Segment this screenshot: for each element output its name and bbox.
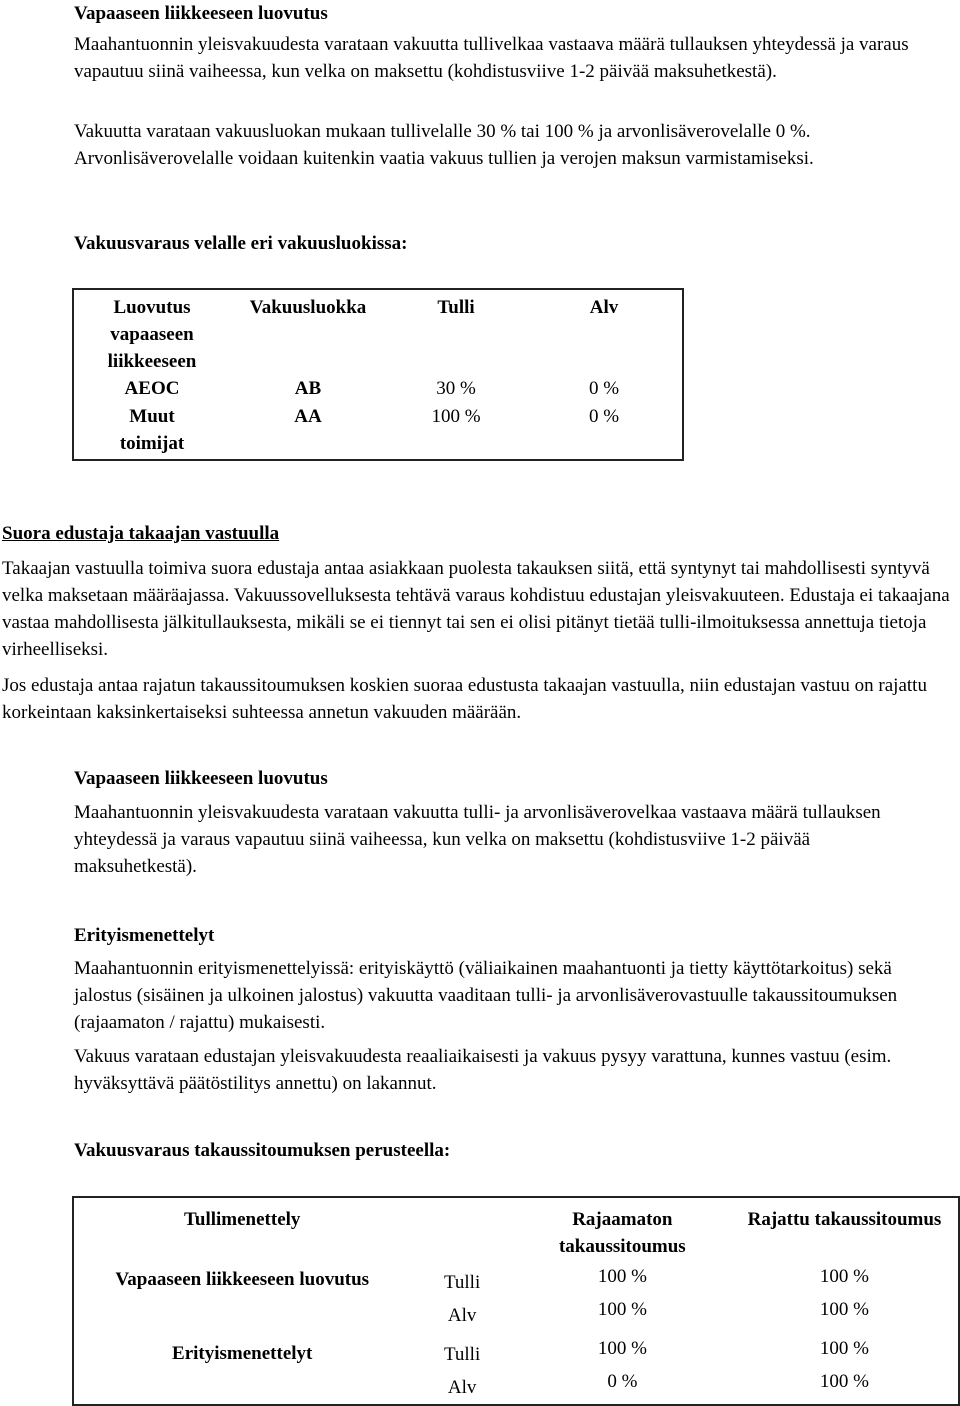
- table-cell: Erityismenettelyt: [172, 1343, 313, 1364]
- table-cell: 100 %: [819, 1338, 869, 1359]
- table-cell: Tulli: [443, 1272, 481, 1293]
- section-heading: Vapaaseen liikkeeseen luovutus: [74, 3, 328, 24]
- table-header: Tulli: [437, 297, 475, 318]
- table-cell: 100 %: [597, 1299, 647, 1320]
- table-row: [73, 403, 683, 460]
- table-cell: 0 %: [607, 1371, 638, 1392]
- table-cell: Muut toimijat: [119, 406, 185, 454]
- table-cell: Vapaaseen liikkeeseen luovutus: [115, 1269, 370, 1290]
- table-header: Vakuusluokka: [249, 297, 367, 318]
- table-cell: Alv: [447, 1305, 477, 1326]
- table-cell: 0 %: [588, 378, 620, 399]
- paragraph: Jos edustaja antaa rajatun takaussitoumuksen koskien suoraa edustusta takaajan vastuulla, niin edustajan vastuu on rajattu korkeintaan kaksinkertaiseksi suhteessa annetun vakuuden määrään.: [2, 675, 927, 723]
- table-title: Vakuusvaraus velalle eri vakuusluokissa:: [74, 233, 408, 254]
- table-cell: 100 %: [597, 1338, 647, 1359]
- table-header: Rajattu takaussitoumus: [747, 1209, 942, 1230]
- table-cell: AB: [294, 378, 322, 399]
- table-header: Luovutus vapaaseen liikkeeseen: [107, 297, 197, 372]
- table-cell: Alv: [447, 1377, 477, 1398]
- section-heading: Erityismenettelyt: [74, 925, 215, 946]
- table-cell: 0 %: [588, 406, 620, 427]
- security-class-table: [72, 288, 684, 461]
- paragraph: Takaajan vastuulla toimiva suora edustaja antaa asiakkaan puolesta takauksen siitä, että syntynyt tai mahdollisesti syntyvä velka maksetaan määräajassa. Vakuussovelluksesta tehtävä varaus kohdistuu edustajan yleisvakuuteen. Edustaja ei takaajana vastaa mahdollisesta jälkitullauksesta, mikäli se ei tiennyt tai sen ei olisi pitänyt tietää tulli-ilmoituksessa annettuja tietoja virheelliseksi.: [2, 558, 950, 660]
- table-header: Tullimenettely: [183, 1209, 301, 1230]
- table-cell: 100 %: [431, 406, 481, 427]
- section-heading: Vapaaseen liikkeeseen luovutus: [74, 768, 328, 789]
- table-title: Vakuusvaraus takaussitoumuksen perusteella:: [74, 1140, 451, 1161]
- section-heading: Suora edustaja takaajan vastuulla: [2, 523, 280, 544]
- paragraph: Maahantuonnin erityismenettelyissä: erityiskäyttö (väliaikainen maahantuonti ja tietty käyttötarkoitus) sekä jalostus (sisäinen ja ulkoinen jalostus) vakuutta vaaditaan tulli- ja arvonlisäverovastuulle takaussitoumuksen (rajaamaton / rajattu) mukaisesti.: [74, 958, 898, 1033]
- table-cell: 100 %: [819, 1299, 869, 1320]
- table-cell: 100 %: [819, 1371, 869, 1392]
- table-row: [73, 375, 683, 403]
- table-row: [73, 1260, 959, 1332]
- table-cell: 100 %: [597, 1266, 647, 1287]
- paragraph: Vakuutta varataan vakuusluokan mukaan tullivelalle 30 % tai 100 % ja arvonlisäverovelalle 0 %. Arvonlisäverovelalle voidaan kuitenkin vaatia vakuus tullien ja verojen maksun varmistamiseksi.: [74, 121, 814, 169]
- paragraph: Maahantuonnin yleisvakuudesta varataan vakuutta tullivelkaa vastaava määrä tullauksen yhteydessä ja varaus vapautuu siinä vaiheessa, kun velka on maksettu (kohdistusviive 1-2 päivää maksuhetkestä).: [74, 34, 909, 82]
- table-cell: Tulli: [443, 1344, 481, 1365]
- table-cell: 30 %: [436, 378, 476, 399]
- paragraph: Maahantuonnin yleisvakuudesta varataan vakuutta tulli- ja arvonlisäverovelkaa vastaava määrä tullauksen yhteydessä ja varaus vapautuu siinä vaiheessa, kun velka on maksettu (kohdistusviive 1-2 päivää maksuhetkestä).: [74, 802, 881, 877]
- table-header: Alv: [589, 297, 619, 318]
- table-header: [410, 1197, 513, 1260]
- paragraph: Vakuus varataan edustajan yleisvakuudesta reaaliaikaisesti ja vakuus pysyy varattuna, kunnes vastuu (esim. hyväksyttävä päätöstilitys annettu) on lakannut.: [74, 1046, 892, 1094]
- table-header: Rajaamaton takaussitoumus: [558, 1209, 686, 1257]
- guarantee-table: [72, 1196, 960, 1406]
- table-row: [73, 1332, 959, 1405]
- table-cell: AA: [294, 406, 322, 427]
- table-cell: 100 %: [819, 1266, 869, 1287]
- table-cell: AEOC: [124, 378, 180, 399]
